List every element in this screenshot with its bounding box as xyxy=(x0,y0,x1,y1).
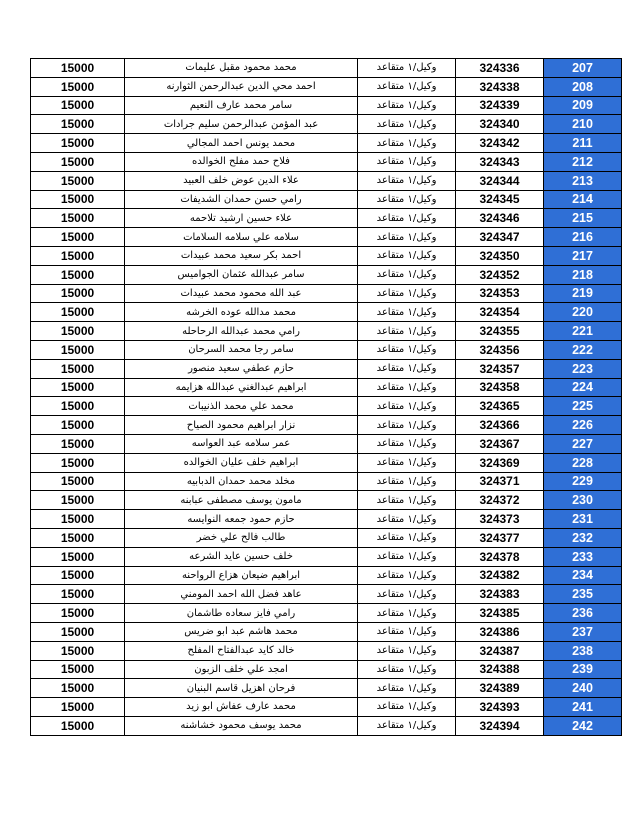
amount-cell: 15000 xyxy=(31,547,125,566)
id-number-cell: 324386 xyxy=(456,622,544,641)
table-row xyxy=(31,679,622,698)
serial-number-cell: 237 xyxy=(544,622,622,641)
table-row xyxy=(31,585,622,604)
id-number-cell: 324389 xyxy=(456,679,544,698)
name-cell: حازم عطفي سعيد منصور xyxy=(125,359,358,378)
serial-number-cell: 235 xyxy=(544,585,622,604)
id-number-cell: 324394 xyxy=(456,716,544,735)
rank-cell: وكيل/١ متقاعد xyxy=(358,453,456,472)
id-number-cell: 324377 xyxy=(456,528,544,547)
table-row xyxy=(31,265,622,284)
rank-cell: وكيل/١ متقاعد xyxy=(358,115,456,134)
id-number-cell: 324393 xyxy=(456,698,544,717)
serial-number-cell: 223 xyxy=(544,359,622,378)
rank-cell: وكيل/١ متقاعد xyxy=(358,209,456,228)
amount-cell: 15000 xyxy=(31,303,125,322)
name-cell: محمد عارف عفاش ابو زيد xyxy=(125,698,358,717)
table-row xyxy=(31,434,622,453)
amount-cell: 15000 xyxy=(31,265,125,284)
id-number-cell: 324355 xyxy=(456,322,544,341)
name-cell: امجد علي خلف الزبون xyxy=(125,660,358,679)
amount-cell: 15000 xyxy=(31,115,125,134)
id-number-cell: 324346 xyxy=(456,209,544,228)
table-row xyxy=(31,209,622,228)
serial-number-cell: 226 xyxy=(544,416,622,435)
serial-number-cell: 220 xyxy=(544,303,622,322)
amount-cell: 15000 xyxy=(31,510,125,529)
id-number-cell: 324342 xyxy=(456,134,544,153)
table-row xyxy=(31,303,622,322)
amount-cell: 15000 xyxy=(31,378,125,397)
rank-cell: وكيل/١ متقاعد xyxy=(358,641,456,660)
id-number-cell: 324356 xyxy=(456,340,544,359)
serial-number-cell: 222 xyxy=(544,340,622,359)
table-row xyxy=(31,340,622,359)
name-cell: فرحان اهزيل قاسم البنيان xyxy=(125,679,358,698)
id-number-cell: 324344 xyxy=(456,171,544,190)
name-cell: رامي فايز سعاده طاشمان xyxy=(125,604,358,623)
serial-number-cell: 215 xyxy=(544,209,622,228)
table-row xyxy=(31,453,622,472)
amount-cell: 15000 xyxy=(31,134,125,153)
serial-number-cell: 228 xyxy=(544,453,622,472)
serial-number-cell: 208 xyxy=(544,77,622,96)
rank-cell: وكيل/١ متقاعد xyxy=(358,378,456,397)
serial-number-cell: 212 xyxy=(544,152,622,171)
name-cell: فلاح حمد مفلح الخوالده xyxy=(125,152,358,171)
amount-cell: 15000 xyxy=(31,641,125,660)
rank-cell: وكيل/١ متقاعد xyxy=(358,77,456,96)
serial-number-cell: 207 xyxy=(544,59,622,78)
rank-cell: وكيل/١ متقاعد xyxy=(358,265,456,284)
rank-cell: وكيل/١ متقاعد xyxy=(358,660,456,679)
id-number-cell: 324347 xyxy=(456,228,544,247)
name-cell: ابراهيم عبدالغني عبدالله هزايمه xyxy=(125,378,358,397)
name-cell: محمد يونس احمد المجالي xyxy=(125,134,358,153)
table-row xyxy=(31,510,622,529)
amount-cell: 15000 xyxy=(31,171,125,190)
amount-cell: 15000 xyxy=(31,679,125,698)
personnel-table xyxy=(30,58,622,736)
amount-cell: 15000 xyxy=(31,59,125,78)
table-row xyxy=(31,641,622,660)
id-number-cell: 324383 xyxy=(456,585,544,604)
serial-number-cell: 230 xyxy=(544,491,622,510)
id-number-cell: 324352 xyxy=(456,265,544,284)
amount-cell: 15000 xyxy=(31,491,125,510)
table-row xyxy=(31,547,622,566)
rank-cell: وكيل/١ متقاعد xyxy=(358,340,456,359)
name-cell: مخلد محمد حمدان الدبابيه xyxy=(125,472,358,491)
rank-cell: وكيل/١ متقاعد xyxy=(358,472,456,491)
name-cell: عبد الله محمود محمد عبيدات xyxy=(125,284,358,303)
amount-cell: 15000 xyxy=(31,77,125,96)
amount-cell: 15000 xyxy=(31,209,125,228)
serial-number-cell: 218 xyxy=(544,265,622,284)
rank-cell: وكيل/١ متقاعد xyxy=(358,622,456,641)
id-number-cell: 324336 xyxy=(456,59,544,78)
rank-cell: وكيل/١ متقاعد xyxy=(358,566,456,585)
id-number-cell: 324385 xyxy=(456,604,544,623)
table-body xyxy=(31,59,622,736)
rank-cell: وكيل/١ متقاعد xyxy=(358,698,456,717)
id-number-cell: 324372 xyxy=(456,491,544,510)
table-row xyxy=(31,698,622,717)
amount-cell: 15000 xyxy=(31,284,125,303)
table-row xyxy=(31,528,622,547)
amount-cell: 15000 xyxy=(31,190,125,209)
amount-cell: 15000 xyxy=(31,416,125,435)
rank-cell: وكيل/١ متقاعد xyxy=(358,679,456,698)
serial-number-cell: 241 xyxy=(544,698,622,717)
table-row xyxy=(31,77,622,96)
serial-number-cell: 224 xyxy=(544,378,622,397)
name-cell: سامر محمد عارف النعيم xyxy=(125,96,358,115)
rank-cell: وكيل/١ متقاعد xyxy=(358,303,456,322)
name-cell: احمد بكر سعيد محمد عبيدات xyxy=(125,246,358,265)
serial-number-cell: 219 xyxy=(544,284,622,303)
amount-cell: 15000 xyxy=(31,340,125,359)
name-cell: مامون يوسف مصطفى عبابنه xyxy=(125,491,358,510)
name-cell: عبد المؤمن عبدالرحمن سليم جرادات xyxy=(125,115,358,134)
serial-number-cell: 211 xyxy=(544,134,622,153)
name-cell: نزار ابراهيم محمود الصياح xyxy=(125,416,358,435)
serial-number-cell: 229 xyxy=(544,472,622,491)
id-number-cell: 324358 xyxy=(456,378,544,397)
serial-number-cell: 216 xyxy=(544,228,622,247)
serial-number-cell: 210 xyxy=(544,115,622,134)
id-number-cell: 324354 xyxy=(456,303,544,322)
serial-number-cell: 213 xyxy=(544,171,622,190)
rank-cell: وكيل/١ متقاعد xyxy=(358,322,456,341)
serial-number-cell: 239 xyxy=(544,660,622,679)
name-cell: عاهد فضل الله احمد المومني xyxy=(125,585,358,604)
name-cell: محمد علي محمد الذنيبات xyxy=(125,397,358,416)
table-row xyxy=(31,152,622,171)
rank-cell: وكيل/١ متقاعد xyxy=(358,510,456,529)
rank-cell: وكيل/١ متقاعد xyxy=(358,190,456,209)
amount-cell: 15000 xyxy=(31,397,125,416)
name-cell: عمر سلامه عبد العواسه xyxy=(125,434,358,453)
amount-cell: 15000 xyxy=(31,585,125,604)
serial-number-cell: 240 xyxy=(544,679,622,698)
serial-number-cell: 209 xyxy=(544,96,622,115)
rank-cell: وكيل/١ متقاعد xyxy=(358,491,456,510)
id-number-cell: 324353 xyxy=(456,284,544,303)
id-number-cell: 324365 xyxy=(456,397,544,416)
amount-cell: 15000 xyxy=(31,228,125,247)
rank-cell: وكيل/١ متقاعد xyxy=(358,434,456,453)
table-row xyxy=(31,171,622,190)
amount-cell: 15000 xyxy=(31,698,125,717)
table-row xyxy=(31,716,622,735)
id-number-cell: 324340 xyxy=(456,115,544,134)
name-cell: محمد يوسف محمود خشاشنه xyxy=(125,716,358,735)
serial-number-cell: 233 xyxy=(544,547,622,566)
name-cell: رامي محمد عبدالله الرحاحله xyxy=(125,322,358,341)
serial-number-cell: 232 xyxy=(544,528,622,547)
rank-cell: وكيل/١ متقاعد xyxy=(358,528,456,547)
table-row xyxy=(31,604,622,623)
id-number-cell: 324378 xyxy=(456,547,544,566)
table-row xyxy=(31,284,622,303)
amount-cell: 15000 xyxy=(31,472,125,491)
id-number-cell: 324338 xyxy=(456,77,544,96)
rank-cell: وكيل/١ متقاعد xyxy=(358,716,456,735)
table-row xyxy=(31,397,622,416)
name-cell: احمد محي الدين عبدالرحمن الثوارنه xyxy=(125,77,358,96)
table-row xyxy=(31,660,622,679)
rank-cell: وكيل/١ متقاعد xyxy=(358,284,456,303)
serial-number-cell: 231 xyxy=(544,510,622,529)
table-row xyxy=(31,378,622,397)
id-number-cell: 324387 xyxy=(456,641,544,660)
serial-number-cell: 242 xyxy=(544,716,622,735)
amount-cell: 15000 xyxy=(31,434,125,453)
rank-cell: وكيل/١ متقاعد xyxy=(358,416,456,435)
amount-cell: 15000 xyxy=(31,152,125,171)
name-cell: سامر عبدالله عثمان الجواميس xyxy=(125,265,358,284)
id-number-cell: 324369 xyxy=(456,453,544,472)
serial-number-cell: 225 xyxy=(544,397,622,416)
id-number-cell: 324366 xyxy=(456,416,544,435)
id-number-cell: 324367 xyxy=(456,434,544,453)
amount-cell: 15000 xyxy=(31,246,125,265)
table-row xyxy=(31,416,622,435)
amount-cell: 15000 xyxy=(31,96,125,115)
rank-cell: وكيل/١ متقاعد xyxy=(358,59,456,78)
id-number-cell: 324382 xyxy=(456,566,544,585)
name-cell: علاء الدين عوض خلف العبيد xyxy=(125,171,358,190)
rank-cell: وكيل/١ متقاعد xyxy=(358,134,456,153)
table-row xyxy=(31,96,622,115)
amount-cell: 15000 xyxy=(31,359,125,378)
table-row xyxy=(31,246,622,265)
name-cell: خلف حسين عايد الشرعه xyxy=(125,547,358,566)
amount-cell: 15000 xyxy=(31,322,125,341)
name-cell: خالد كايد عبدالفتاح المفلح xyxy=(125,641,358,660)
amount-cell: 15000 xyxy=(31,566,125,585)
serial-number-cell: 238 xyxy=(544,641,622,660)
table-row xyxy=(31,115,622,134)
rank-cell: وكيل/١ متقاعد xyxy=(358,547,456,566)
rank-cell: وكيل/١ متقاعد xyxy=(358,359,456,378)
name-cell: حازم حمود جمعه النوايسه xyxy=(125,510,358,529)
id-number-cell: 324345 xyxy=(456,190,544,209)
amount-cell: 15000 xyxy=(31,660,125,679)
rank-cell: وكيل/١ متقاعد xyxy=(358,96,456,115)
name-cell: ابراهيم ضيعان هزاع الرواحنه xyxy=(125,566,358,585)
serial-number-cell: 217 xyxy=(544,246,622,265)
table-row xyxy=(31,491,622,510)
serial-number-cell: 227 xyxy=(544,434,622,453)
name-cell: طالب فالح علي خضر xyxy=(125,528,358,547)
name-cell: علاء حسين ارشيد تلاحمه xyxy=(125,209,358,228)
rank-cell: وكيل/١ متقاعد xyxy=(358,152,456,171)
id-number-cell: 324388 xyxy=(456,660,544,679)
rank-cell: وكيل/١ متقاعد xyxy=(358,246,456,265)
id-number-cell: 324339 xyxy=(456,96,544,115)
id-number-cell: 324373 xyxy=(456,510,544,529)
name-cell: سامر رجا محمد السرحان xyxy=(125,340,358,359)
amount-cell: 15000 xyxy=(31,716,125,735)
name-cell: محمد محمود مقبل عليمات xyxy=(125,59,358,78)
table-row xyxy=(31,566,622,585)
table-row xyxy=(31,622,622,641)
table-row xyxy=(31,190,622,209)
rank-cell: وكيل/١ متقاعد xyxy=(358,604,456,623)
serial-number-cell: 234 xyxy=(544,566,622,585)
name-cell: ابراهيم خلف عليان الخوالده xyxy=(125,453,358,472)
serial-number-cell: 236 xyxy=(544,604,622,623)
table-row xyxy=(31,228,622,247)
rank-cell: وكيل/١ متقاعد xyxy=(358,171,456,190)
table-row xyxy=(31,322,622,341)
table-row xyxy=(31,359,622,378)
rank-cell: وكيل/١ متقاعد xyxy=(358,228,456,247)
serial-number-cell: 214 xyxy=(544,190,622,209)
amount-cell: 15000 xyxy=(31,622,125,641)
table-row xyxy=(31,134,622,153)
name-cell: رامي حسن حمدان الشديفات xyxy=(125,190,358,209)
name-cell: سلامه علي سلامه السلامات xyxy=(125,228,358,247)
id-number-cell: 324343 xyxy=(456,152,544,171)
id-number-cell: 324357 xyxy=(456,359,544,378)
id-number-cell: 324371 xyxy=(456,472,544,491)
amount-cell: 15000 xyxy=(31,453,125,472)
table-row xyxy=(31,472,622,491)
amount-cell: 15000 xyxy=(31,528,125,547)
serial-number-cell: 221 xyxy=(544,322,622,341)
name-cell: محمد هاشم عبد ابو ضريس xyxy=(125,622,358,641)
rank-cell: وكيل/١ متقاعد xyxy=(358,585,456,604)
name-cell: محمد مدالله عوده الخرشه xyxy=(125,303,358,322)
rank-cell: وكيل/١ متقاعد xyxy=(358,397,456,416)
id-number-cell: 324350 xyxy=(456,246,544,265)
table-row xyxy=(31,59,622,78)
amount-cell: 15000 xyxy=(31,604,125,623)
